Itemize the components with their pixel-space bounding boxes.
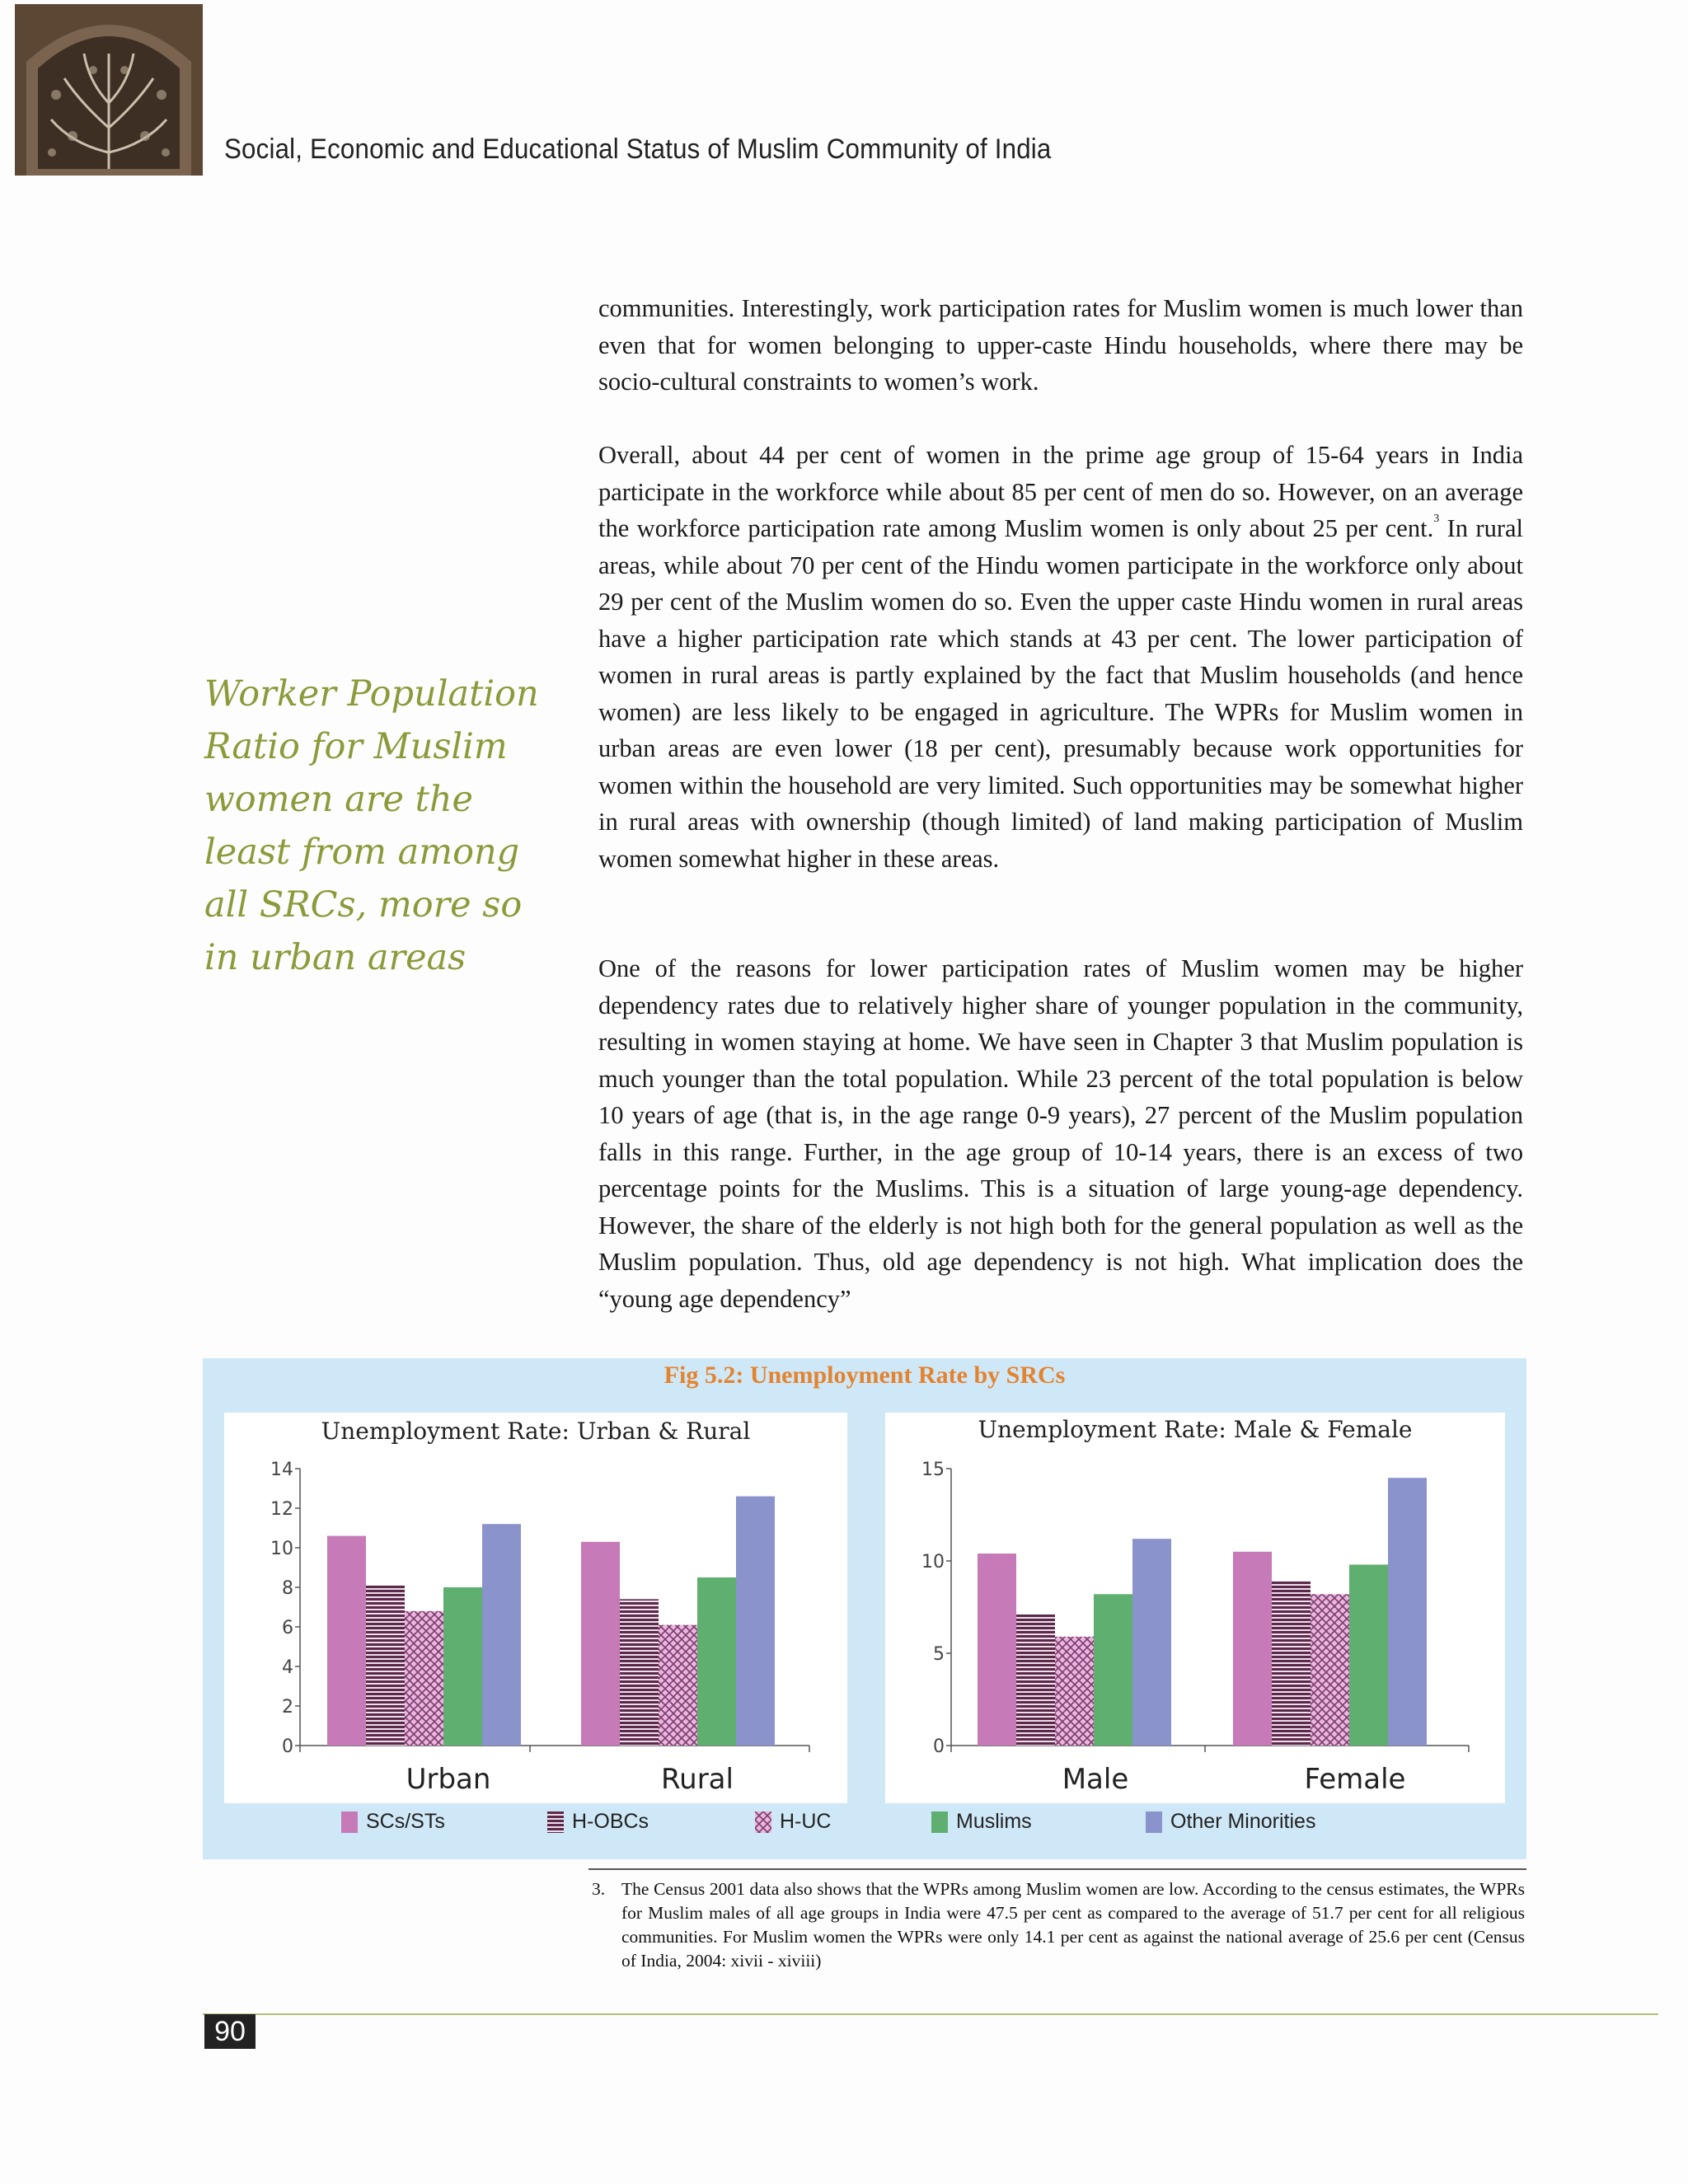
chart-urban-rural [224,1413,847,1803]
footnote-number: 3. [592,1879,606,1899]
chart-legend [203,1810,1526,1843]
bar-other-minorities-male [1132,1539,1171,1746]
y-tick-label: 0 [282,1736,293,1757]
pull-quote: Worker Population Ratio for Muslim women are the least from among all SRCs, more so in urban areas [204,673,539,978]
y-tick-label: 15 [921,1460,945,1480]
legend-label-h-obcs: H-OBCs [572,1810,649,1833]
chart-male-female [885,1413,1505,1803]
bar-h-obcs-female [1272,1582,1311,1746]
bar-other-minorities-rural [736,1497,775,1746]
header-thumbnail-image [15,4,203,176]
chart-panel-male-female [885,1413,1505,1803]
legend-swatch-h-uc [755,1811,771,1833]
y-tick-label: 0 [933,1736,945,1757]
body-paragraph-2-part-b: In rural areas, while about 70 per cent of the Hindu women participate in the workforce only about 29 per cent of the Muslim women do so. Even the upper caste Hindu women in rural areas have a higher participation rate which stands at 43 per cent. The lower participation of women in rural areas is partly explained by the fact that Muslim households (and hence women) are less likely to be engaged in agriculture. The WPRs for Muslim women in urban areas are even lower (18 per cent), presumably because work opportunities for women within the household are very limited. Such opportunities may be somewhat higher in rural areas with ownership (though limited) of land making participation of Muslim women somewhat higher in these areas. [598,514,1523,873]
category-label-male: Male [1062,1763,1129,1796]
bar-h-uc-male [1055,1637,1094,1746]
running-header-title: Social, Economic and Educational Status of Muslim Community of India [224,134,1052,165]
bar-muslims-female [1349,1564,1388,1746]
y-tick-label: 6 [282,1618,293,1638]
footnote-reference-3[interactable]: 3 [1433,513,1440,525]
bar-h-uc-rural [659,1625,697,1746]
legend-label-h-uc: H-UC [780,1810,832,1833]
y-tick-label: 8 [282,1578,293,1599]
legend-swatch-h-obcs [547,1811,564,1833]
legend-item-h-obcs [547,1810,649,1834]
category-label-female: Female [1304,1763,1406,1796]
chart-panel-urban-rural [224,1413,847,1803]
footnote-text: The Census 2001 data also shows that the WPRs among Muslim women are low. According to the census estimates, the WPRs for Muslim males of all age groups in India were 47.5 per cent as compared to the average of 51.7 per cent for all religious communities. For Muslim women the WPRs were only 14.1 per cent as against the national average of 25.6 per cent (Census of India, 2004: xivii - xiviii) [621,1879,1525,1971]
y-tick-label: 10 [921,1552,945,1572]
legend-label-muslims: Muslims [956,1810,1032,1833]
bar-muslims-rural [697,1577,736,1746]
bar-h-uc-female [1311,1594,1349,1746]
legend-item-scs-sts [341,1810,445,1834]
bar-scs-sts-female [1233,1552,1272,1746]
y-tick-label: 14 [270,1460,293,1480]
bar-h-obcs-male [1016,1615,1055,1746]
bar-other-minorities-urban [482,1524,521,1746]
footnote-divider [588,1868,1526,1870]
legend-swatch-other-minorities [1146,1811,1162,1833]
figure-title: Fig 5.2: Unemployment Rate by SRCs [663,1361,1066,1389]
legend-label-scs-sts: SCs/STs [366,1810,445,1833]
bar-h-uc-urban [405,1611,443,1746]
y-tick-label: 10 [270,1539,293,1559]
bar-muslims-urban [443,1587,482,1746]
bar-h-obcs-rural [620,1599,659,1746]
body-paragraph-2-part-a: Overall, about 44 per cent of women in the prime age group of 15-64 years in India participate in the workforce while about 85 per cent of men do so. However, on an average the workforce participation rate among Muslim women is only about 25 per cent. [598,441,1523,542]
chart-title: Unemployment Rate: Male & Female [978,1416,1413,1443]
body-paragraph-2 [598,437,1523,877]
body-paragraph-3: One of the reasons for lower participation rates of Muslim women may be higher dependency rates due to relatively higher share of younger population in the community, resulting in women staying at home. We have seen in Chapter 3 that Muslim population is much younger than the total population. While 23 percent of the total population is below 10 years of age (that is, in the age range 0-9 years), 27 percent of the Muslim population falls in this range. Further, in the age group of 10-14 years, there is an excess of two percentage points for the Muslims. This is a situation of large young-age dependency. However, the share of the elderly is not high both for the general population as well as the Muslim population. Thus, old age dependency is not high. What implication does the “young age dependency” [598,954,1523,1313]
category-label-urban: Urban [406,1763,491,1796]
category-label-rural: Rural [661,1763,734,1796]
bar-scs-sts-male [978,1554,1016,1746]
footnote-3 [592,1877,1525,1973]
bar-muslims-male [1094,1594,1132,1746]
bar-other-minorities-female [1388,1478,1427,1746]
figure-5-2 [203,1358,1526,1859]
y-tick-label: 4 [282,1657,293,1678]
y-tick-label: 5 [933,1644,945,1665]
chart-title: Unemployment Rate: Urban & Rural [321,1418,751,1445]
bar-scs-sts-urban [327,1536,366,1746]
body-paragraph-1: communities. Interestingly, work participation rates for Muslim women is much lower than even that for women belonging to upper-caste Hindu households, where there may be socio-cultural constraints to women’s work. [598,294,1523,396]
legend-swatch-muslims [931,1811,948,1833]
legend-item-h-uc [755,1810,832,1834]
page-number: 90 [204,2014,256,2049]
y-tick-label: 2 [282,1697,293,1718]
legend-item-other-minorities [1146,1810,1315,1834]
legend-label-other-minorities: Other Minorities [1170,1810,1316,1833]
legend-swatch-scs-sts [341,1811,358,1833]
bar-h-obcs-urban [366,1586,405,1746]
y-tick-label: 12 [270,1499,293,1520]
legend-item-muslims [931,1810,1032,1834]
footer-rule [203,2013,1658,2015]
bar-scs-sts-rural [581,1542,620,1746]
